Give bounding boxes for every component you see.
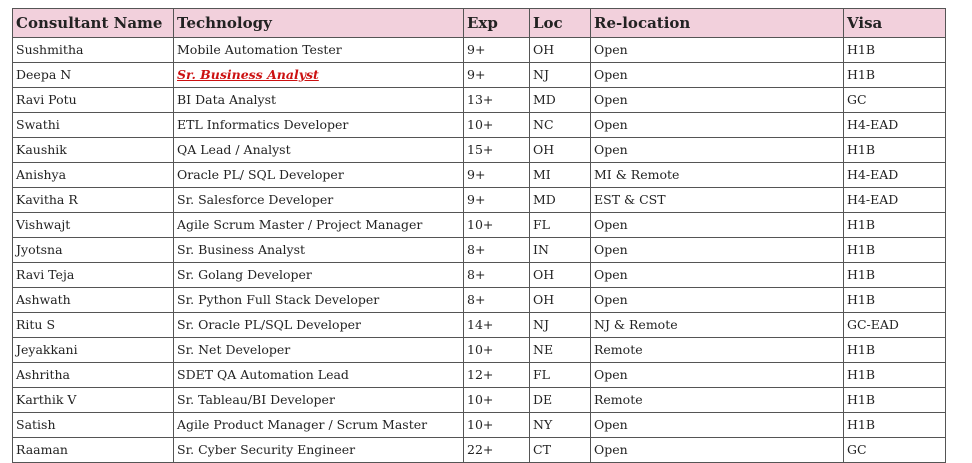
table-row [13,63,946,88]
cell-technology: BI Data Analyst [174,88,464,113]
table-row [13,163,946,188]
cell-relocation: Open [591,213,844,238]
cell-visa: H4-EAD [844,113,946,138]
cell-exp: 13+ [464,88,530,113]
header-loc: Loc [530,9,591,38]
cell-consultant-name: Ashwath [13,288,174,313]
table-row [13,263,946,288]
cell-loc: DE [530,388,591,413]
header-visa: Visa [844,9,946,38]
cell-exp: 10+ [464,413,530,438]
cell-technology: Oracle PL/ SQL Developer [174,163,464,188]
cell-loc: NY [530,413,591,438]
consultant-table-container [12,8,946,463]
cell-relocation: Open [591,438,844,463]
cell-loc: IN [530,238,591,263]
table-row [13,88,946,113]
cell-exp: 9+ [464,188,530,213]
cell-consultant-name: Deepa N [13,63,174,88]
cell-visa: H1B [844,138,946,163]
cell-exp: 9+ [464,63,530,88]
table-row [13,313,946,338]
cell-loc: FL [530,213,591,238]
table-row [13,363,946,388]
cell-exp: 22+ [464,438,530,463]
cell-consultant-name: Ravi Teja [13,263,174,288]
cell-technology: Agile Scrum Master / Project Manager [174,213,464,238]
cell-visa: H1B [844,363,946,388]
table-row [13,213,946,238]
cell-consultant-name: Swathi [13,113,174,138]
cell-technology: Sr. Golang Developer [174,263,464,288]
cell-visa: H4-EAD [844,163,946,188]
cell-exp: 10+ [464,388,530,413]
table-row [13,413,946,438]
cell-visa: H1B [844,388,946,413]
cell-loc: CT [530,438,591,463]
cell-relocation: Open [591,63,844,88]
cell-relocation: EST & CST [591,188,844,213]
cell-loc: OH [530,38,591,63]
cell-exp: 8+ [464,288,530,313]
cell-relocation: NJ & Remote [591,313,844,338]
cell-consultant-name: Kavitha R [13,188,174,213]
cell-relocation: Open [591,288,844,313]
cell-visa: H4-EAD [844,188,946,213]
cell-exp: 8+ [464,263,530,288]
cell-relocation: Remote [591,388,844,413]
cell-consultant-name: Sushmitha [13,38,174,63]
table-row [13,188,946,213]
table-row [13,138,946,163]
cell-loc: NJ [530,313,591,338]
cell-consultant-name: Ravi Potu [13,88,174,113]
cell-exp: 9+ [464,38,530,63]
cell-loc: MD [530,88,591,113]
cell-exp: 10+ [464,113,530,138]
cell-loc: NC [530,113,591,138]
header-exp: Exp [464,9,530,38]
cell-loc: NE [530,338,591,363]
cell-visa: H1B [844,213,946,238]
table-row [13,113,946,138]
cell-exp: 14+ [464,313,530,338]
cell-relocation: Open [591,263,844,288]
header-consultant-name: Consultant Name [13,9,174,38]
cell-exp: 10+ [464,213,530,238]
cell-relocation: Open [591,113,844,138]
cell-loc: OH [530,263,591,288]
cell-technology: Sr. Net Developer [174,338,464,363]
cell-technology: Sr. Tableau/BI Developer [174,388,464,413]
cell-relocation: Remote [591,338,844,363]
cell-technology: Sr. Cyber Security Engineer [174,438,464,463]
cell-exp: 9+ [464,163,530,188]
cell-consultant-name: Raaman [13,438,174,463]
table-row [13,388,946,413]
header-technology: Technology [174,9,464,38]
cell-relocation: MI & Remote [591,163,844,188]
cell-technology: ETL Informatics Developer [174,113,464,138]
cell-visa: H1B [844,63,946,88]
cell-relocation: Open [591,38,844,63]
cell-consultant-name: Jeyakkani [13,338,174,363]
table-row [13,438,946,463]
table-row [13,288,946,313]
cell-visa: H1B [844,338,946,363]
cell-technology: Sr. Python Full Stack Developer [174,288,464,313]
cell-visa: H1B [844,413,946,438]
cell-exp: 8+ [464,238,530,263]
header-relocation: Re-location [591,9,844,38]
cell-consultant-name: Ashritha [13,363,174,388]
cell-consultant-name: Jyotsna [13,238,174,263]
table-body [13,38,946,463]
cell-visa: H1B [844,263,946,288]
cell-visa: GC-EAD [844,313,946,338]
cell-loc: NJ [530,63,591,88]
cell-technology: Mobile Automation Tester [174,38,464,63]
table-header-row [13,9,946,38]
cell-loc: OH [530,288,591,313]
cell-consultant-name: Kaushik [13,138,174,163]
cell-visa: GC [844,88,946,113]
table-row [13,338,946,363]
cell-technology: Sr. Oracle PL/SQL Developer [174,313,464,338]
cell-consultant-name: Vishwajt [13,213,174,238]
cell-technology: Agile Product Manager / Scrum Master [174,413,464,438]
consultant-table [12,8,946,463]
cell-technology: Sr. Business Analyst [174,238,464,263]
cell-visa: H1B [844,38,946,63]
cell-loc: FL [530,363,591,388]
cell-relocation: Open [591,413,844,438]
cell-relocation: Open [591,363,844,388]
technology-link[interactable]: Sr. Business Analyst [174,63,464,88]
cell-consultant-name: Satish [13,413,174,438]
cell-loc: MI [530,163,591,188]
cell-loc: MD [530,188,591,213]
cell-relocation: Open [591,88,844,113]
cell-visa: GC [844,438,946,463]
cell-visa: H1B [844,288,946,313]
cell-exp: 12+ [464,363,530,388]
cell-relocation: Open [591,138,844,163]
cell-consultant-name: Karthik V [13,388,174,413]
cell-consultant-name: Ritu S [13,313,174,338]
cell-technology: Sr. Salesforce Developer [174,188,464,213]
cell-technology: QA Lead / Analyst [174,138,464,163]
cell-technology: SDET QA Automation Lead [174,363,464,388]
cell-consultant-name: Anishya [13,163,174,188]
cell-relocation: Open [591,238,844,263]
table-row [13,38,946,63]
cell-visa: H1B [844,238,946,263]
cell-loc: OH [530,138,591,163]
cell-exp: 10+ [464,338,530,363]
cell-exp: 15+ [464,138,530,163]
table-row [13,238,946,263]
